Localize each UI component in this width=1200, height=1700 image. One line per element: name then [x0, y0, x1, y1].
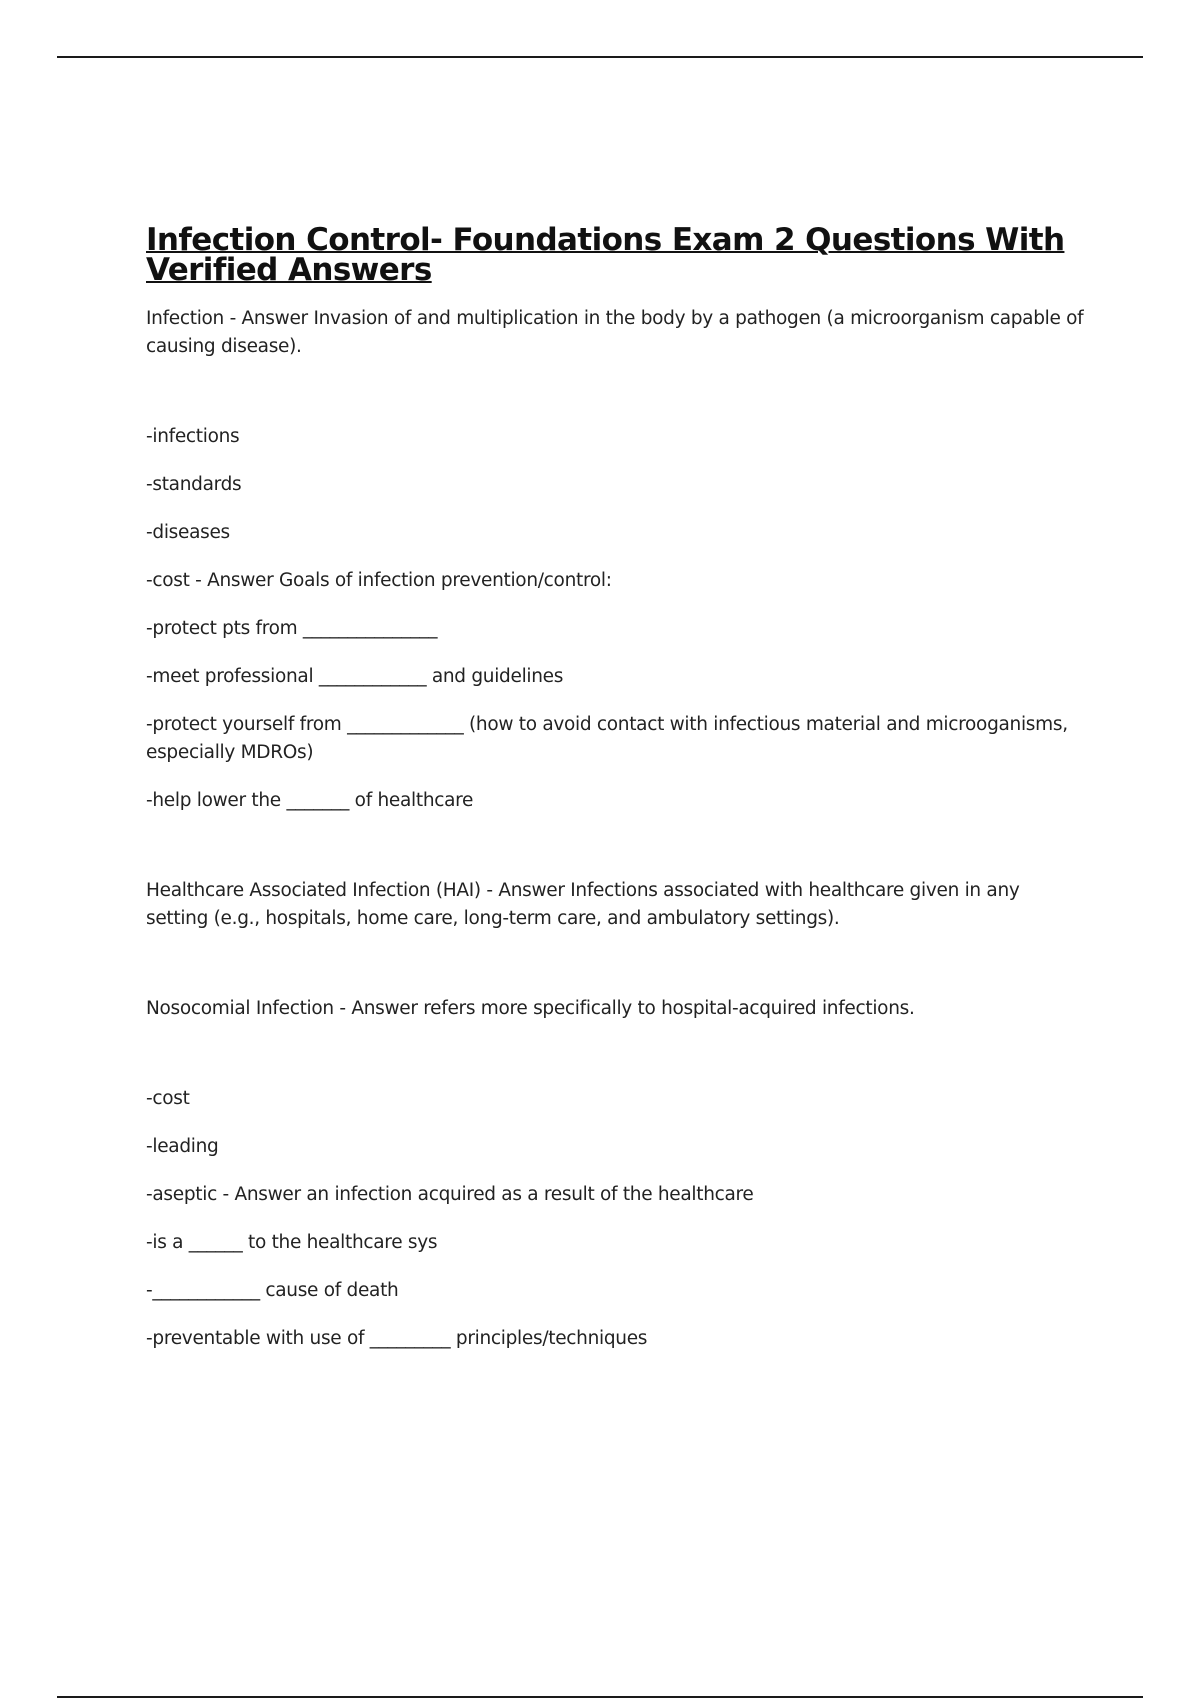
- list-item: -infections: [146, 426, 240, 447]
- page-footer-rule: [57, 1696, 1143, 1698]
- answer-nosocomial: Nosocomial Infection - Answer refers more specifically to hospital-acquired infections.: [146, 998, 915, 1019]
- list-item: -help lower the _______ of healthcare: [146, 790, 474, 811]
- document-body: [146, 222, 1086, 1353]
- list-item: -diseases: [146, 522, 230, 543]
- list-item: -cost: [146, 1088, 190, 1109]
- list-item: -____________ cause of death: [146, 1280, 399, 1301]
- page-header-rule: [57, 56, 1143, 58]
- list-item: -leading: [146, 1136, 219, 1157]
- list-item: -standards: [146, 474, 242, 495]
- answer-aseptic: -aseptic - Answer an infection acquired as a result of the healthcare: [146, 1184, 754, 1205]
- list-item: -protect pts from _______________: [146, 618, 438, 639]
- list-item: -preventable with use of _________ principles/techniques: [146, 1328, 648, 1349]
- answer-hai: Healthcare Associated Infection (HAI) - Answer Infections associated with healthcare given in any setting (e.g., hospitals, home care, long-term care, and ambulatory settings).: [146, 880, 1020, 929]
- list-item: -meet professional ____________ and guidelines: [146, 666, 564, 687]
- document-title: Infection Control- Foundations Exam 2 Questions With Verified Answers: [146, 222, 1065, 288]
- answer-goals: -cost - Answer Goals of infection prevention/control:: [146, 570, 612, 591]
- list-item: -protect yourself from _____________ (how to avoid contact with infectious material and microoganisms, especially MDROs): [146, 714, 1068, 763]
- answer-infection: Infection - Answer Invasion of and multiplication in the body by a pathogen (a microorganism capable of causing disease).: [146, 308, 1084, 357]
- list-item: -is a ______ to the healthcare sys: [146, 1232, 438, 1253]
